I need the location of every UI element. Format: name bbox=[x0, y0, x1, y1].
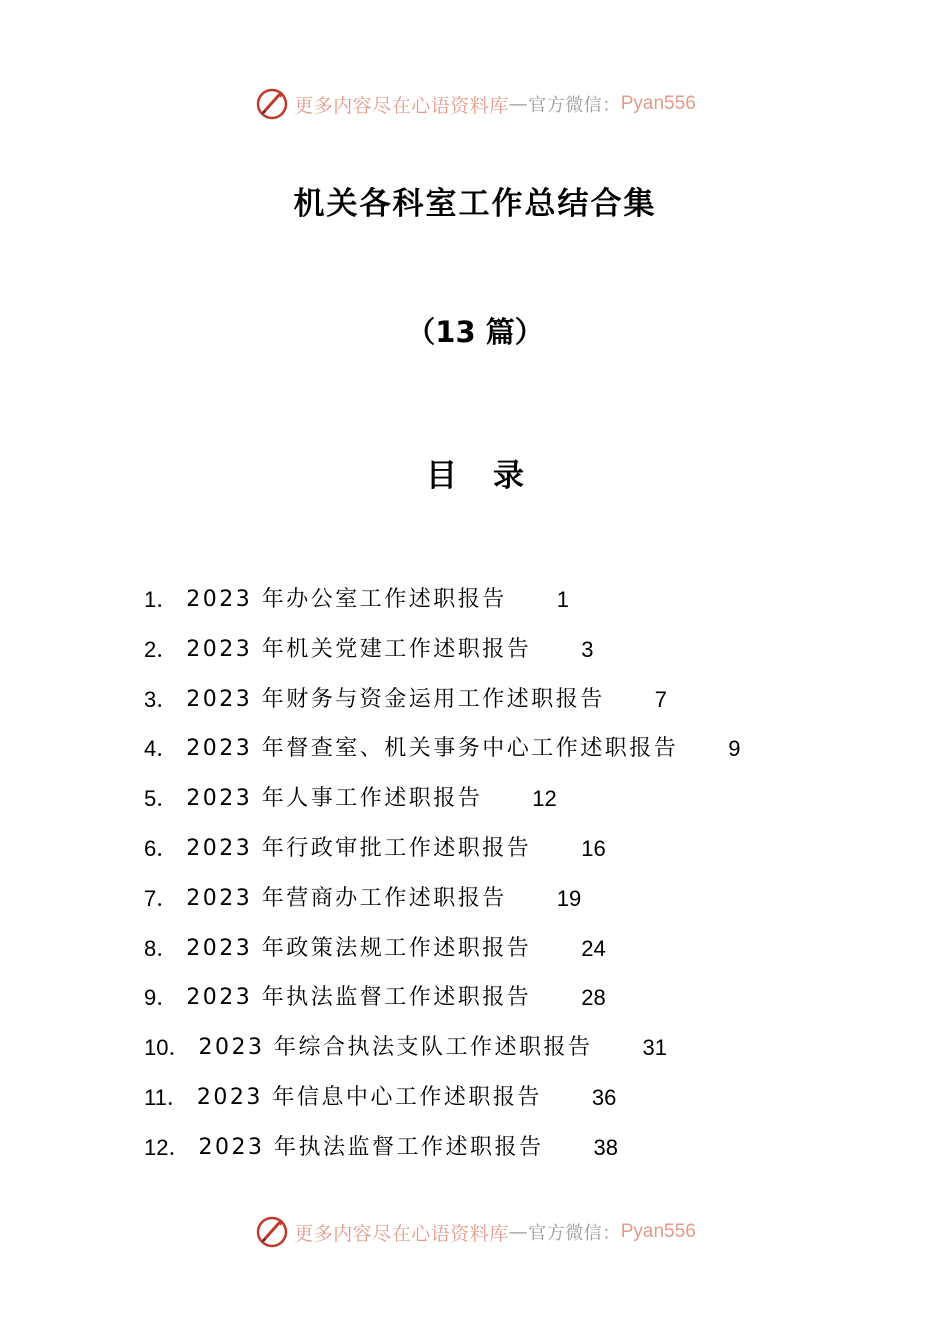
toc-item-label: 2023 年人事工作述职报告 bbox=[186, 786, 483, 812]
toc-item-page: 28 bbox=[581, 985, 606, 1011]
toc-item[interactable] bbox=[144, 831, 904, 881]
toc-item[interactable] bbox=[144, 881, 904, 931]
footer-watermark bbox=[0, 1212, 950, 1252]
toc-item-page: 3 bbox=[581, 636, 594, 662]
toc-item-label: 2023 年督查室、机关事务中心工作述职报告 bbox=[186, 736, 679, 762]
watermark-wechat-id: Pyan556 bbox=[620, 1221, 696, 1242]
toc-item-page: 16 bbox=[581, 835, 606, 861]
toc-item-label: 2023 年政策法规工作述职报告 bbox=[186, 935, 532, 961]
toc-item-label: 2023 年执法监督工作述职报告 bbox=[186, 985, 532, 1011]
toc-item-label: 2023 年综合执法支队工作述职报告 bbox=[198, 1035, 593, 1061]
toc-item[interactable] bbox=[144, 781, 904, 831]
toc-item[interactable] bbox=[144, 1030, 904, 1080]
watermark-text: 更多内容尽在心语资料库 bbox=[294, 94, 509, 117]
toc-item-label: 2023 年财务与资金运用工作述职报告 bbox=[186, 686, 605, 712]
document-subtitle: （13 篇） bbox=[406, 315, 544, 349]
toc-item-number: 10． bbox=[144, 1035, 191, 1061]
toc-item[interactable] bbox=[144, 682, 904, 732]
toc-item-page: 24 bbox=[581, 935, 606, 961]
toc-item-label: 2023 年执法监督工作述职报告 bbox=[198, 1134, 544, 1160]
pen-logo-icon bbox=[254, 1214, 290, 1250]
header-watermark bbox=[0, 84, 950, 124]
toc-item-page: 9 bbox=[728, 736, 741, 762]
toc-item-label: 2023 年行政审批工作述职报告 bbox=[186, 835, 532, 861]
toc-item-number: 2． bbox=[144, 636, 179, 662]
toc-item-label: 2023 年办公室工作述职报告 bbox=[186, 587, 507, 612]
toc-item-page: 31 bbox=[642, 1035, 667, 1061]
toc-item-number: 9． bbox=[144, 985, 179, 1011]
toc-item[interactable] bbox=[144, 731, 904, 781]
toc-item[interactable] bbox=[144, 632, 904, 682]
toc-item-label: 2023 年营商办工作述职报告 bbox=[186, 885, 507, 911]
toc-item-number: 3． bbox=[144, 686, 179, 712]
watermark-official: 官方微信： bbox=[528, 1223, 621, 1244]
document-title: 机关各科室工作总结合集 bbox=[293, 186, 657, 222]
toc-item-number: 8． bbox=[144, 935, 179, 961]
toc-item-number: 11． bbox=[144, 1084, 189, 1110]
toc-item[interactable] bbox=[144, 582, 904, 632]
watermark-dash: — bbox=[508, 93, 529, 115]
toc-item-page: 38 bbox=[593, 1134, 618, 1160]
toc-item-number: 1． bbox=[144, 587, 179, 612]
toc-item-label: 2023 年机关党建工作述职报告 bbox=[186, 636, 532, 662]
table-of-contents bbox=[144, 582, 904, 1180]
toc-item-number: 4． bbox=[144, 736, 179, 762]
watermark-text: 更多内容尽在心语资料库 bbox=[294, 1222, 509, 1245]
pen-logo-icon bbox=[254, 86, 290, 122]
toc-item-number: 12． bbox=[144, 1134, 191, 1160]
toc-item[interactable] bbox=[144, 1080, 904, 1130]
toc-heading: 目录 bbox=[426, 458, 560, 494]
toc-item-page: 12 bbox=[532, 786, 557, 812]
toc-item-number: 5． bbox=[144, 786, 179, 812]
watermark-dash: — bbox=[508, 1221, 529, 1243]
watermark-official: 官方微信： bbox=[528, 95, 621, 116]
toc-item-page: 36 bbox=[591, 1084, 617, 1110]
toc-item-page: 19 bbox=[556, 885, 582, 911]
toc-item-label: 2023 年信息中心工作述职报告 bbox=[196, 1084, 542, 1110]
toc-item-page: 7 bbox=[654, 686, 667, 712]
watermark-wechat-id: Pyan556 bbox=[620, 93, 696, 114]
toc-item[interactable] bbox=[144, 931, 904, 981]
toc-item-page: 1 bbox=[556, 587, 569, 612]
toc-item-number: 7． bbox=[144, 885, 179, 911]
toc-item[interactable] bbox=[144, 980, 904, 1030]
toc-item-number: 6． bbox=[144, 835, 179, 861]
toc-item[interactable] bbox=[144, 1130, 904, 1180]
